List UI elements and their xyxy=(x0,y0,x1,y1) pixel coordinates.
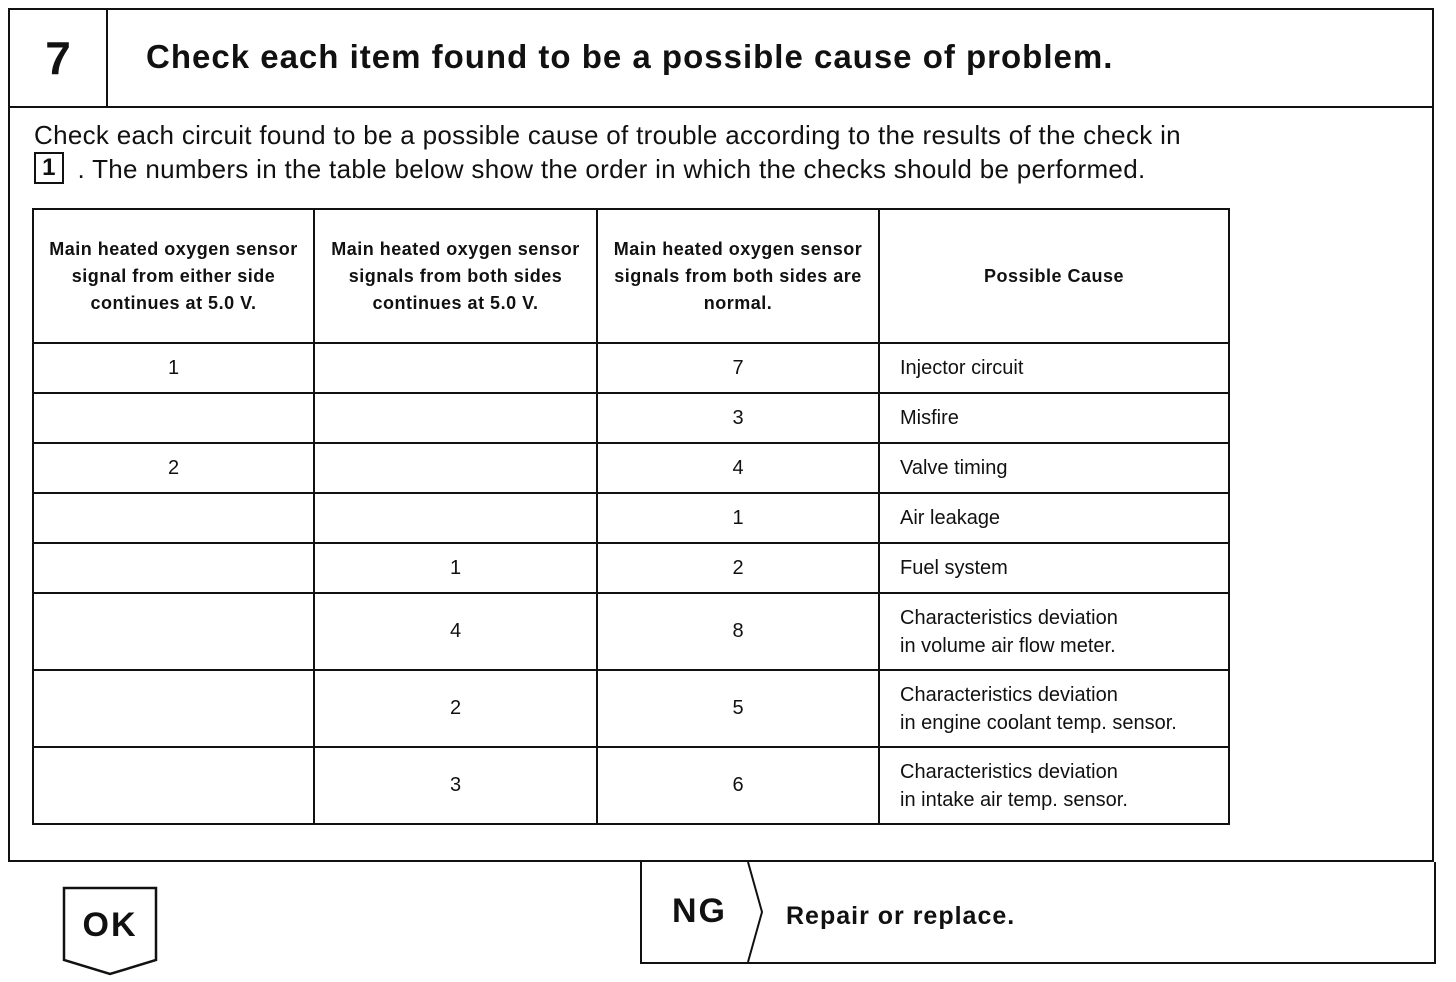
cause-line-2: in volume air flow meter. xyxy=(900,634,1116,657)
cell-cause xyxy=(879,747,1229,824)
cell-either xyxy=(33,493,314,543)
cell-both xyxy=(314,493,597,543)
cell-normal: 2 xyxy=(597,543,879,593)
table-row xyxy=(33,343,1229,393)
cell-either xyxy=(33,543,314,593)
intro-line-1: Check each circuit found to be a possible cause of trouble according to the results of the check in xyxy=(34,120,1181,150)
cell-both: 1 xyxy=(314,543,597,593)
cell-either: 2 xyxy=(33,443,314,493)
cause-line-2: in engine coolant temp. sensor. xyxy=(900,711,1177,734)
cell-both xyxy=(314,343,597,393)
cell-normal: 4 xyxy=(597,443,879,493)
table-row xyxy=(33,443,1229,493)
header-possible-cause: Possible Cause xyxy=(879,209,1229,343)
step-number: 7 xyxy=(10,10,108,106)
intro-line-2: . The numbers in the table below show the order in which the checks should be performed. xyxy=(77,154,1146,184)
table-row xyxy=(33,670,1229,747)
cell-normal: 3 xyxy=(597,393,879,443)
step-reference-box: 1 xyxy=(34,152,64,184)
header-normal: Main heated oxygen sensor signals from both sides are normal. xyxy=(597,209,879,343)
ng-result-box xyxy=(640,862,1436,964)
cell-either xyxy=(33,747,314,824)
check-order-table xyxy=(32,208,1230,825)
cell-both: 2 xyxy=(314,670,597,747)
cell-cause: Misfire xyxy=(879,393,1229,443)
cell-cause: Fuel system xyxy=(879,543,1229,593)
cause-line-1: Characteristics deviation xyxy=(900,606,1118,629)
table-header-row xyxy=(33,209,1229,343)
header-both-sides: Main heated oxygen sensor signals from both sides continues at 5.0 V. xyxy=(314,209,597,343)
ng-label: NG xyxy=(672,892,727,930)
intro-text xyxy=(34,118,1414,186)
cell-normal: 1 xyxy=(597,493,879,543)
ng-chevron-icon xyxy=(746,862,766,962)
cell-cause xyxy=(879,670,1229,747)
cell-both: 3 xyxy=(314,747,597,824)
cell-normal: 8 xyxy=(597,593,879,670)
cell-both: 4 xyxy=(314,593,597,670)
cell-normal: 5 xyxy=(597,670,879,747)
cell-both xyxy=(314,443,597,493)
table-row xyxy=(33,593,1229,670)
cell-either xyxy=(33,393,314,443)
cell-both xyxy=(314,393,597,443)
cause-line-1: Characteristics deviation xyxy=(900,683,1118,706)
cell-cause: Valve timing xyxy=(879,443,1229,493)
cell-normal: 7 xyxy=(597,343,879,393)
cause-line-1: Characteristics deviation xyxy=(900,760,1118,783)
cell-either xyxy=(33,593,314,670)
step-header xyxy=(10,10,1432,108)
ng-action-text: Repair or replace. xyxy=(786,902,1016,930)
cause-line-2: in intake air temp. sensor. xyxy=(900,788,1128,811)
table-row xyxy=(33,493,1229,543)
header-either-side: Main heated oxygen sensor signal from either side continues at 5.0 V. xyxy=(33,209,314,343)
table-row xyxy=(33,543,1229,593)
step-title: Check each item found to be a possible cause of problem. xyxy=(146,38,1114,75)
cell-normal: 6 xyxy=(597,747,879,824)
cell-cause xyxy=(879,593,1229,670)
table-row xyxy=(33,393,1229,443)
ok-label: OK xyxy=(82,906,138,944)
cell-cause: Air leakage xyxy=(879,493,1229,543)
table-row xyxy=(33,747,1229,824)
cell-either: 1 xyxy=(33,343,314,393)
cell-cause: Injector circuit xyxy=(879,343,1229,393)
cell-either xyxy=(33,670,314,747)
